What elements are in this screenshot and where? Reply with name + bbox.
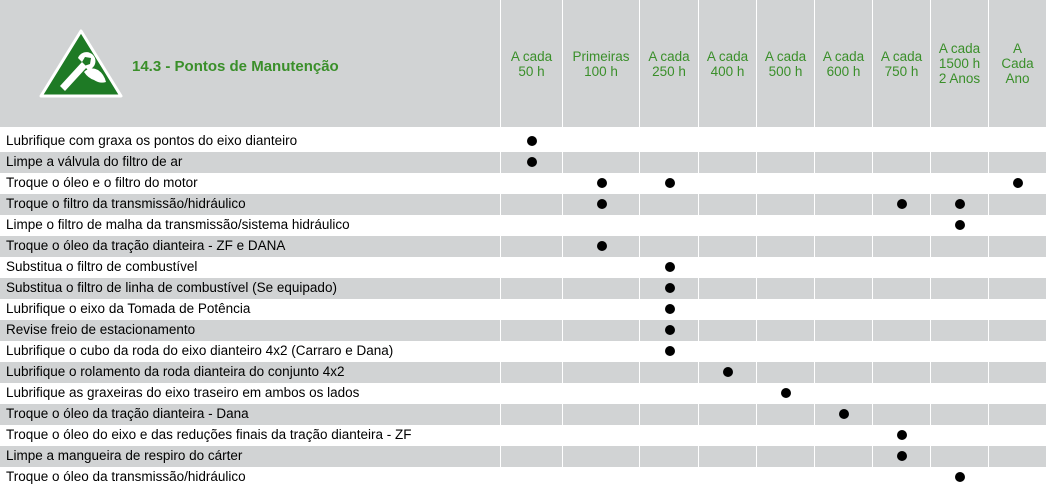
- table-row: [0, 341, 1046, 362]
- schedule-cell: [501, 152, 563, 173]
- schedule-dot-icon: [527, 136, 537, 146]
- schedule-cell: [931, 467, 989, 488]
- column-divider: [872, 0, 873, 488]
- maintenance-task-label: Lubrifique as graxeiras do eixo traseiro em ambos os lados: [6, 385, 360, 400]
- column-header-line: A cada: [880, 48, 923, 64]
- schedule-dot-icon: [597, 199, 607, 209]
- column-divider: [639, 0, 640, 488]
- table-row: [0, 383, 1046, 404]
- column-header: [699, 0, 756, 127]
- column-header-line: Ano: [1005, 71, 1030, 86]
- table-header-title-cell: [0, 0, 500, 127]
- schedule-cell: [563, 194, 640, 215]
- maintenance-task-label: Troque o óleo da tração dianteira - ZF e DANA: [6, 238, 286, 253]
- maintenance-task-label: Lubrifique com graxa os pontos do eixo dianteiro: [6, 133, 298, 148]
- schedule-dot-icon: [955, 220, 965, 230]
- schedule-dot-icon: [665, 325, 675, 335]
- schedule-cell: [640, 341, 699, 362]
- schedule-cell: [563, 236, 640, 257]
- schedule-dot-icon: [781, 388, 791, 398]
- table-row: [0, 299, 1046, 320]
- table-row: [0, 320, 1046, 341]
- column-divider: [930, 0, 931, 488]
- column-header-line: A cada: [706, 48, 749, 64]
- schedule-dot-icon: [665, 178, 675, 188]
- column-header: [873, 0, 930, 127]
- maintenance-task-label: Revise freio de estacionamento: [6, 322, 196, 337]
- table-row: [0, 467, 1046, 488]
- column-divider: [814, 0, 815, 488]
- maintenance-task-label: Substitua o filtro de combustível: [6, 259, 198, 274]
- schedule-dot-icon: [955, 472, 965, 482]
- schedule-dot-icon: [665, 346, 675, 356]
- schedule-cell: [815, 404, 873, 425]
- schedule-cell: [640, 278, 699, 299]
- schedule-dot-icon: [665, 283, 675, 293]
- schedule-dot-icon: [597, 241, 607, 251]
- column-header-line: A cada: [764, 48, 807, 64]
- column-header: [501, 0, 562, 127]
- column-header-line: 1500 h: [938, 56, 981, 71]
- schedule-cell: [640, 320, 699, 341]
- schedule-cell: [563, 173, 640, 194]
- schedule-cell: [873, 425, 931, 446]
- maintenance-task-label: Troque o óleo e o filtro do motor: [6, 175, 198, 190]
- maintenance-task-label: Troque o óleo da transmissão/hidráulico: [6, 469, 246, 484]
- schedule-cell: [501, 131, 563, 152]
- schedule-cell: [640, 299, 699, 320]
- column-header-line: A cada: [648, 48, 690, 64]
- schedule-cell: [931, 194, 989, 215]
- schedule-cell: [931, 215, 989, 236]
- maintenance-task-label: Lubrifique o rolamento da roda dianteira do conjunto 4x2: [6, 364, 345, 379]
- column-header-line: A cada: [510, 48, 553, 64]
- table-row: [0, 446, 1046, 467]
- table-row: [0, 257, 1046, 278]
- maintenance-task-label: Lubrifique o eixo da Tomada de Potência: [6, 301, 251, 316]
- column-header-line: Cada: [1001, 56, 1034, 71]
- maintenance-task-label: Limpe o filtro de malha da transmissão/sistema hidráulico: [6, 217, 350, 232]
- column-divider: [756, 0, 757, 488]
- maintenance-task-label: Limpe a válvula do filtro de ar: [6, 154, 183, 169]
- schedule-dot-icon: [597, 178, 607, 188]
- schedule-dot-icon: [665, 304, 675, 314]
- schedule-dot-icon: [955, 199, 965, 209]
- column-header: [815, 0, 872, 127]
- column-header-line: 500 h: [768, 63, 803, 79]
- schedule-dot-icon: [897, 199, 907, 209]
- schedule-dot-icon: [665, 262, 675, 272]
- column-header-line: A: [1012, 41, 1022, 56]
- column-header-line: 750 h: [884, 63, 919, 79]
- schedule-dot-icon: [897, 430, 907, 440]
- column-header-line: A cada: [938, 41, 981, 56]
- table-row: [0, 425, 1046, 446]
- column-header: [931, 0, 988, 127]
- maintenance-task-label: Troque o óleo do eixo e das reduções finais da tração dianteira - ZF: [6, 427, 412, 442]
- page-title: 14.3 - Pontos de Manutenção: [132, 58, 339, 75]
- column-header-line: 400 h: [710, 63, 745, 79]
- schedule-cell: [873, 446, 931, 467]
- schedule-cell: [873, 194, 931, 215]
- column-header-line: A cada: [822, 48, 865, 64]
- schedule-dot-icon: [527, 157, 537, 167]
- column-header-line: 2 Anos: [938, 71, 981, 86]
- schedule-dot-icon: [839, 409, 849, 419]
- maintenance-task-label: Lubrifique o cubo da roda do eixo dianteiro 4x2 (Carraro e Dana): [6, 343, 394, 358]
- column-divider: [988, 0, 989, 488]
- column-divider: [562, 0, 563, 488]
- schedule-dot-icon: [723, 367, 733, 377]
- maintenance-task-label: Troque o filtro da transmissão/hidráulico: [6, 196, 246, 211]
- column-divider: [698, 0, 699, 488]
- table-row: [0, 152, 1046, 173]
- column-header: [989, 0, 1046, 127]
- schedule-cell: [989, 173, 1046, 194]
- schedule-cell: [640, 173, 699, 194]
- maintenance-task-label: Limpe a mangueira de respiro do cárter: [6, 448, 243, 463]
- column-header-line: 250 h: [652, 63, 686, 79]
- table-row: [0, 362, 1046, 383]
- schedule-dot-icon: [1013, 178, 1023, 188]
- schedule-dot-icon: [897, 451, 907, 461]
- column-header: [640, 0, 698, 127]
- table-row: [0, 194, 1046, 215]
- maintenance-task-label: Troque o óleo da tração dianteira - Dana: [6, 406, 249, 421]
- table-row: [0, 278, 1046, 299]
- column-header-line: Primeiras: [572, 48, 630, 64]
- maintenance-logo-icon: [38, 28, 124, 100]
- column-header-line: 100 h: [584, 63, 618, 79]
- table-row: [0, 404, 1046, 425]
- column-header: [757, 0, 814, 127]
- table-row: [0, 131, 1046, 152]
- schedule-cell: [640, 257, 699, 278]
- schedule-cell: [699, 362, 757, 383]
- column-header: [563, 0, 639, 127]
- column-header-line: 50 h: [518, 63, 545, 79]
- schedule-cell: [757, 383, 815, 404]
- table-row: [0, 173, 1046, 194]
- column-header-line: 600 h: [826, 63, 861, 79]
- column-divider: [500, 0, 501, 488]
- table-row: [0, 236, 1046, 257]
- maintenance-task-label: Substitua o filtro de linha de combustível (Se equipado): [6, 280, 337, 295]
- table-row: [0, 215, 1046, 236]
